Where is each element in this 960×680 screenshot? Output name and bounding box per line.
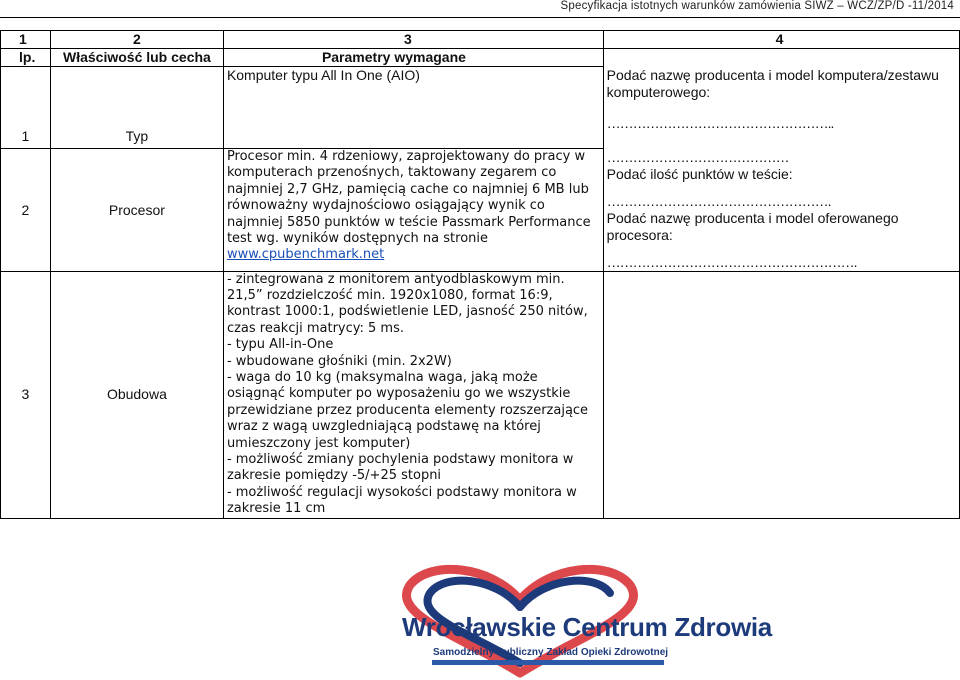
required-line: - możliwość regulacji wysokości podstawy monitora w zakresie 11 cm (226, 484, 577, 517)
table-row (1, 149, 960, 272)
specification-table (0, 30, 960, 519)
offer-answer-line: …………………………………………….. (606, 114, 834, 131)
offer-answer-line: …………………………………………………. (606, 253, 857, 270)
column-header-row (1, 49, 960, 67)
row-feature: Typ (50, 67, 223, 149)
col-number-2: 2 (50, 31, 223, 49)
header-feature: Właściwość lub cecha (50, 49, 223, 67)
col-number-4: 4 (603, 31, 959, 49)
header-offer (603, 49, 959, 67)
header-divider (0, 17, 960, 18)
offer-instruction: Podać nazwę producenta i model komputera/zestawu komputerowego: (606, 66, 939, 100)
col-number-1: 1 (1, 31, 51, 49)
row-number: 1 (1, 67, 51, 149)
row-offer (603, 271, 959, 518)
required-text: Procesor min. 4 rdzeniowy, zaprojektowany do pracy w komputerach przenośnych, taktowany zegarem co najmniej 2,7 GHz, pamięcią cache co najmniej 6 MB lub równoważny wydajnościowo osiągający wynik co najmniej 5850 punktów w teście Passmark Performance test wg. wyników dostępnych na stronie (226, 149, 591, 247)
required-line: - typu All-in-One (226, 337, 334, 353)
table-row (1, 271, 960, 518)
required-line: - waga do 10 kg (maksymalna waga, jaką może osiągnąć komputer po wyposażeniu go we wszystkie przewidziane przez producenta elementy rozszerzające wraz z wagą uwzgledniającą podstawę na której umieszczony jest komputer) (226, 369, 589, 451)
col-number-3: 3 (223, 31, 603, 49)
offer-answer-line: …………………………………… (606, 148, 789, 165)
document-header: Specyfikacja istotnych warunków zamówienia SIWZ – WCZ/ZP/D -11/2014 (560, 0, 954, 12)
header-required: Parametry wymagane (223, 49, 603, 67)
required-line: - wbudowane głośniki (min. 2x2W) (226, 353, 452, 369)
offer-instruction: Podać ilość punktów w teście: (606, 165, 793, 182)
logo-underline (432, 660, 664, 665)
table-row (1, 67, 960, 149)
row-offer (603, 149, 959, 272)
row-number: 3 (1, 271, 51, 518)
header-lp: lp. (1, 49, 51, 67)
offer-answer-line: ……………………………………………. (606, 192, 831, 209)
row-number: 2 (1, 149, 51, 272)
row-feature: Procesor (50, 149, 223, 272)
column-number-row (1, 31, 960, 49)
cpubenchmark-link[interactable]: www.cpubenchmark.net (226, 247, 385, 263)
logo-title: Wrocławskie Centrum Zdrowia (402, 612, 772, 642)
row-offer (603, 67, 959, 149)
offer-instruction: Podać nazwę producenta i model oferowanego procesora: (606, 209, 899, 243)
row-required: Komputer typu All In One (AIO) (223, 67, 603, 149)
required-line: - zintegrowana z monitorem antyodblaskowym min. 21,5” rozdzielczość min. 1920x1080, format 16:9, kontrast 1000:1, podświetlenie LED, jasność 250 nitów, czas reakcji matrycy: 5 ms. (226, 271, 588, 336)
logo-subtitle: Samodzielny Publiczny Zakład Opieki Zdrowotnej (433, 647, 669, 658)
row-required (223, 271, 603, 518)
row-required (223, 149, 603, 272)
row-feature: Obudowa (50, 271, 223, 518)
required-line: - możliwość zmiany pochylenia podstawy monitora w zakresie pomiędzy -5/+25 stopni (226, 451, 574, 484)
